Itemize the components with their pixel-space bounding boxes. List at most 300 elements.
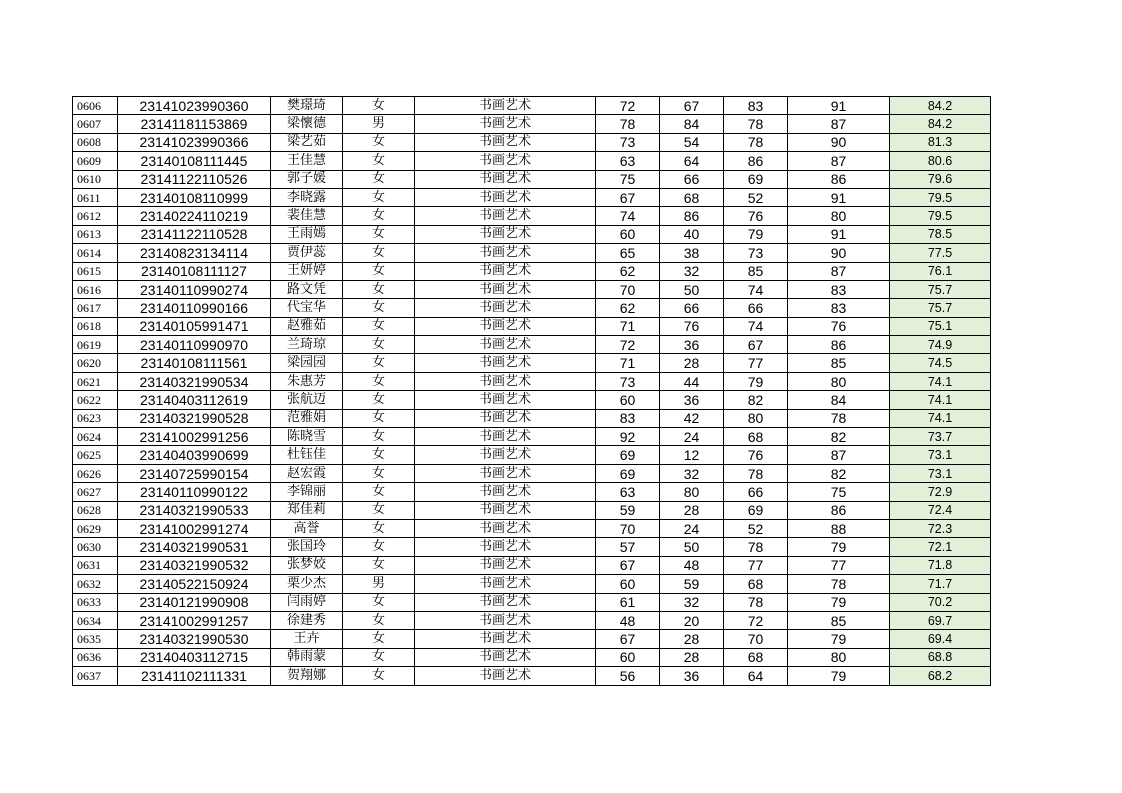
cell-exam-id: 23140321990533 [118, 501, 271, 519]
cell-name: 范雅娟 [271, 409, 343, 427]
cell-score-3: 64 [724, 667, 788, 685]
cell-major: 书画艺术 [415, 152, 596, 170]
cell-score-1: 75 [596, 170, 660, 188]
cell-name: 贾伊蕊 [271, 244, 343, 262]
cell-score-3: 83 [724, 97, 788, 115]
cell-score-1: 71 [596, 354, 660, 372]
cell-exam-id: 23140321990532 [118, 556, 271, 574]
cell-score-1: 57 [596, 538, 660, 556]
cell-total: 81.3 [890, 133, 991, 151]
cell-score-2: 54 [660, 133, 724, 151]
cell-exam-id: 23140108110999 [118, 188, 271, 206]
table-row [73, 225, 991, 243]
cell-score-2: 36 [660, 391, 724, 409]
cell-total: 79.5 [890, 207, 991, 225]
cell-gender: 女 [343, 501, 415, 519]
cell-major: 书画艺术 [415, 483, 596, 501]
cell-major: 书画艺术 [415, 409, 596, 427]
cell-gender: 女 [343, 464, 415, 482]
table-row [73, 170, 991, 188]
cell-exam-id: 23141102111331 [118, 667, 271, 685]
cell-name: 陈晓雪 [271, 428, 343, 446]
cell-score-3: 68 [724, 428, 788, 446]
cell-exam-id: 23140110990122 [118, 483, 271, 501]
cell-score-2: 48 [660, 556, 724, 574]
cell-gender: 女 [343, 262, 415, 280]
cell-score-2: 80 [660, 483, 724, 501]
cell-total: 74.1 [890, 409, 991, 427]
cell-score-3: 74 [724, 317, 788, 335]
cell-score-4: 87 [788, 446, 890, 464]
cell-name: 徐建秀 [271, 611, 343, 629]
cell-seq: 0636 [73, 648, 118, 666]
cell-score-3: 70 [724, 630, 788, 648]
cell-seq: 0613 [73, 225, 118, 243]
cell-score-3: 80 [724, 409, 788, 427]
cell-score-2: 50 [660, 538, 724, 556]
table-row [73, 648, 991, 666]
cell-major: 书画艺术 [415, 372, 596, 390]
cell-score-2: 84 [660, 115, 724, 133]
cell-score-3: 78 [724, 593, 788, 611]
cell-score-3: 86 [724, 152, 788, 170]
cell-major: 书画艺术 [415, 428, 596, 446]
cell-score-2: 28 [660, 630, 724, 648]
cell-score-2: 28 [660, 354, 724, 372]
cell-gender: 女 [343, 354, 415, 372]
cell-score-4: 80 [788, 372, 890, 390]
cell-total: 77.5 [890, 244, 991, 262]
cell-exam-id: 23140403112619 [118, 391, 271, 409]
cell-exam-id: 23140823134114 [118, 244, 271, 262]
cell-score-1: 67 [596, 188, 660, 206]
cell-gender: 女 [343, 280, 415, 298]
cell-major: 书画艺术 [415, 575, 596, 593]
cell-gender: 女 [343, 299, 415, 317]
cell-score-4: 91 [788, 225, 890, 243]
cell-name: 梁园园 [271, 354, 343, 372]
cell-seq: 0620 [73, 354, 118, 372]
cell-score-3: 74 [724, 280, 788, 298]
cell-score-2: 28 [660, 648, 724, 666]
table-row [73, 667, 991, 685]
table-row [73, 262, 991, 280]
cell-gender: 男 [343, 575, 415, 593]
cell-seq: 0625 [73, 446, 118, 464]
cell-score-4: 79 [788, 667, 890, 685]
cell-name: 兰琦琼 [271, 336, 343, 354]
cell-total: 84.2 [890, 97, 991, 115]
cell-score-4: 79 [788, 593, 890, 611]
cell-seq: 0623 [73, 409, 118, 427]
cell-score-3: 69 [724, 170, 788, 188]
cell-total: 72.1 [890, 538, 991, 556]
cell-score-4: 76 [788, 317, 890, 335]
cell-gender: 女 [343, 409, 415, 427]
cell-seq: 0617 [73, 299, 118, 317]
cell-gender: 女 [343, 170, 415, 188]
cell-exam-id: 23141122110528 [118, 225, 271, 243]
cell-exam-id: 23140110990970 [118, 336, 271, 354]
cell-gender: 女 [343, 244, 415, 262]
cell-score-3: 68 [724, 648, 788, 666]
cell-major: 书画艺术 [415, 556, 596, 574]
cell-major: 书画艺术 [415, 611, 596, 629]
cell-seq: 0626 [73, 464, 118, 482]
cell-name: 代宝华 [271, 299, 343, 317]
cell-score-3: 82 [724, 391, 788, 409]
cell-name: 路文凭 [271, 280, 343, 298]
cell-major: 书画艺术 [415, 207, 596, 225]
table-row [73, 611, 991, 629]
cell-major: 书画艺术 [415, 667, 596, 685]
cell-seq: 0619 [73, 336, 118, 354]
cell-score-2: 66 [660, 299, 724, 317]
cell-seq: 0632 [73, 575, 118, 593]
cell-name: 裴佳慧 [271, 207, 343, 225]
cell-score-3: 77 [724, 556, 788, 574]
cell-score-1: 62 [596, 299, 660, 317]
cell-score-2: 36 [660, 667, 724, 685]
table-row [73, 280, 991, 298]
cell-name: 张国玲 [271, 538, 343, 556]
cell-score-3: 67 [724, 336, 788, 354]
cell-seq: 0610 [73, 170, 118, 188]
cell-major: 书画艺术 [415, 262, 596, 280]
cell-score-3: 79 [724, 372, 788, 390]
table-row [73, 593, 991, 611]
cell-score-2: 32 [660, 262, 724, 280]
cell-score-2: 76 [660, 317, 724, 335]
cell-seq: 0637 [73, 667, 118, 685]
cell-score-2: 36 [660, 336, 724, 354]
table-row [73, 464, 991, 482]
cell-name: 朱惠芳 [271, 372, 343, 390]
table-row [73, 244, 991, 262]
cell-exam-id: 23140403990699 [118, 446, 271, 464]
cell-seq: 0612 [73, 207, 118, 225]
cell-major: 书画艺术 [415, 133, 596, 151]
cell-total: 79.5 [890, 188, 991, 206]
cell-name: 赵宏霞 [271, 464, 343, 482]
cell-score-4: 85 [788, 354, 890, 372]
cell-total: 73.1 [890, 446, 991, 464]
cell-score-4: 85 [788, 611, 890, 629]
cell-score-4: 82 [788, 464, 890, 482]
cell-score-4: 75 [788, 483, 890, 501]
cell-score-1: 92 [596, 428, 660, 446]
cell-score-1: 67 [596, 630, 660, 648]
cell-exam-id: 23141181153869 [118, 115, 271, 133]
cell-score-4: 91 [788, 97, 890, 115]
cell-exam-id: 23141002991257 [118, 611, 271, 629]
cell-name: 韩雨蒙 [271, 648, 343, 666]
cell-gender: 女 [343, 648, 415, 666]
cell-score-2: 67 [660, 97, 724, 115]
cell-total: 76.1 [890, 262, 991, 280]
table-row [73, 575, 991, 593]
cell-major: 书画艺术 [415, 446, 596, 464]
cell-name: 李锦丽 [271, 483, 343, 501]
cell-score-3: 68 [724, 575, 788, 593]
table-row [73, 152, 991, 170]
table-row [73, 133, 991, 151]
cell-total: 72.3 [890, 519, 991, 537]
cell-seq: 0635 [73, 630, 118, 648]
cell-score-2: 44 [660, 372, 724, 390]
cell-exam-id: 23140108111127 [118, 262, 271, 280]
table-row [73, 446, 991, 464]
cell-score-1: 71 [596, 317, 660, 335]
cell-score-4: 86 [788, 501, 890, 519]
cell-major: 书画艺术 [415, 354, 596, 372]
cell-major: 书画艺术 [415, 336, 596, 354]
cell-total: 74.5 [890, 354, 991, 372]
cell-score-4: 77 [788, 556, 890, 574]
cell-seq: 0618 [73, 317, 118, 335]
cell-name: 王卉 [271, 630, 343, 648]
table-row [73, 483, 991, 501]
table-row [73, 519, 991, 537]
cell-score-4: 88 [788, 519, 890, 537]
cell-major: 书画艺术 [415, 391, 596, 409]
cell-major: 书画艺术 [415, 188, 596, 206]
cell-score-2: 42 [660, 409, 724, 427]
cell-total: 68.2 [890, 667, 991, 685]
cell-score-1: 78 [596, 115, 660, 133]
cell-gender: 女 [343, 667, 415, 685]
cell-total: 80.6 [890, 152, 991, 170]
cell-major: 书画艺术 [415, 170, 596, 188]
cell-score-1: 60 [596, 575, 660, 593]
cell-seq: 0627 [73, 483, 118, 501]
table-row [73, 501, 991, 519]
cell-score-1: 73 [596, 133, 660, 151]
cell-seq: 0622 [73, 391, 118, 409]
cell-total: 70.2 [890, 593, 991, 611]
table-row [73, 409, 991, 427]
cell-major: 书画艺术 [415, 299, 596, 317]
cell-major: 书画艺术 [415, 519, 596, 537]
table-row [73, 188, 991, 206]
cell-name: 贺翔娜 [271, 667, 343, 685]
cell-score-1: 72 [596, 336, 660, 354]
cell-gender: 女 [343, 207, 415, 225]
cell-score-3: 66 [724, 299, 788, 317]
cell-name: 张航迈 [271, 391, 343, 409]
cell-score-1: 65 [596, 244, 660, 262]
cell-exam-id: 23141002991274 [118, 519, 271, 537]
cell-exam-id: 23140224110219 [118, 207, 271, 225]
cell-score-2: 66 [660, 170, 724, 188]
cell-score-4: 80 [788, 207, 890, 225]
table-row [73, 299, 991, 317]
cell-score-4: 79 [788, 630, 890, 648]
cell-major: 书画艺术 [415, 97, 596, 115]
cell-score-1: 69 [596, 446, 660, 464]
cell-score-1: 56 [596, 667, 660, 685]
cell-score-1: 70 [596, 519, 660, 537]
cell-name: 王佳慧 [271, 152, 343, 170]
cell-score-1: 60 [596, 225, 660, 243]
cell-major: 书画艺术 [415, 593, 596, 611]
cell-gender: 男 [343, 115, 415, 133]
cell-seq: 0629 [73, 519, 118, 537]
cell-exam-id: 23140121990908 [118, 593, 271, 611]
cell-gender: 女 [343, 317, 415, 335]
cell-score-2: 40 [660, 225, 724, 243]
cell-gender: 女 [343, 372, 415, 390]
cell-total: 71.7 [890, 575, 991, 593]
cell-score-1: 72 [596, 97, 660, 115]
cell-score-2: 59 [660, 575, 724, 593]
cell-major: 书画艺术 [415, 244, 596, 262]
cell-score-2: 12 [660, 446, 724, 464]
cell-exam-id: 23140321990531 [118, 538, 271, 556]
cell-major: 书画艺术 [415, 648, 596, 666]
table-row [73, 391, 991, 409]
cell-score-1: 60 [596, 391, 660, 409]
cell-gender: 女 [343, 446, 415, 464]
cell-major: 书画艺术 [415, 464, 596, 482]
cell-score-3: 52 [724, 188, 788, 206]
cell-score-4: 87 [788, 152, 890, 170]
cell-gender: 女 [343, 133, 415, 151]
cell-name: 樊璟琦 [271, 97, 343, 115]
cell-score-4: 87 [788, 115, 890, 133]
cell-total: 72.4 [890, 501, 991, 519]
cell-total: 79.6 [890, 170, 991, 188]
cell-score-3: 78 [724, 464, 788, 482]
table-row [73, 630, 991, 648]
cell-score-2: 32 [660, 593, 724, 611]
cell-total: 74.9 [890, 336, 991, 354]
cell-total: 69.4 [890, 630, 991, 648]
cell-score-3: 76 [724, 207, 788, 225]
cell-total: 75.7 [890, 299, 991, 317]
cell-gender: 女 [343, 538, 415, 556]
cell-seq: 0607 [73, 115, 118, 133]
cell-seq: 0609 [73, 152, 118, 170]
cell-score-4: 90 [788, 244, 890, 262]
cell-exam-id: 23141023990360 [118, 97, 271, 115]
table-row [73, 354, 991, 372]
cell-score-2: 64 [660, 152, 724, 170]
cell-exam-id: 23140321990528 [118, 409, 271, 427]
cell-score-1: 70 [596, 280, 660, 298]
cell-total: 78.5 [890, 225, 991, 243]
cell-seq: 0615 [73, 262, 118, 280]
cell-gender: 女 [343, 483, 415, 501]
cell-name: 郑佳莉 [271, 501, 343, 519]
cell-score-3: 69 [724, 501, 788, 519]
cell-score-4: 86 [788, 170, 890, 188]
cell-gender: 女 [343, 97, 415, 115]
table-row [73, 207, 991, 225]
cell-seq: 0624 [73, 428, 118, 446]
table-row [73, 372, 991, 390]
cell-seq: 0628 [73, 501, 118, 519]
cell-score-2: 86 [660, 207, 724, 225]
cell-gender: 女 [343, 519, 415, 537]
cell-score-2: 28 [660, 501, 724, 519]
cell-score-1: 59 [596, 501, 660, 519]
cell-gender: 女 [343, 611, 415, 629]
table-row [73, 538, 991, 556]
cell-name: 赵雅茹 [271, 317, 343, 335]
table-row [73, 336, 991, 354]
cell-seq: 0616 [73, 280, 118, 298]
cell-score-2: 24 [660, 428, 724, 446]
cell-gender: 女 [343, 630, 415, 648]
cell-exam-id: 23140725990154 [118, 464, 271, 482]
cell-score-1: 63 [596, 152, 660, 170]
cell-score-1: 69 [596, 464, 660, 482]
cell-exam-id: 23140321990534 [118, 372, 271, 390]
cell-name: 王妍婷 [271, 262, 343, 280]
cell-score-4: 78 [788, 575, 890, 593]
cell-score-3: 78 [724, 538, 788, 556]
cell-major: 书画艺术 [415, 280, 596, 298]
cell-score-4: 87 [788, 262, 890, 280]
cell-score-2: 24 [660, 519, 724, 537]
cell-total: 75.1 [890, 317, 991, 335]
cell-score-2: 38 [660, 244, 724, 262]
cell-score-4: 83 [788, 280, 890, 298]
cell-score-3: 76 [724, 446, 788, 464]
cell-exam-id: 23141002991256 [118, 428, 271, 446]
cell-score-3: 72 [724, 611, 788, 629]
table-row [73, 428, 991, 446]
cell-exam-id: 23140108111561 [118, 354, 271, 372]
cell-score-1: 73 [596, 372, 660, 390]
cell-seq: 0630 [73, 538, 118, 556]
cell-total: 74.1 [890, 391, 991, 409]
cell-score-4: 86 [788, 336, 890, 354]
cell-name: 高誉 [271, 519, 343, 537]
cell-major: 书画艺术 [415, 225, 596, 243]
cell-name: 王雨嫣 [271, 225, 343, 243]
cell-gender: 女 [343, 428, 415, 446]
cell-exam-id: 23140105991471 [118, 317, 271, 335]
cell-score-1: 61 [596, 593, 660, 611]
cell-score-1: 60 [596, 648, 660, 666]
cell-score-2: 20 [660, 611, 724, 629]
table-row [73, 97, 991, 115]
cell-score-3: 73 [724, 244, 788, 262]
cell-score-3: 85 [724, 262, 788, 280]
cell-score-4: 84 [788, 391, 890, 409]
cell-exam-id: 23140403112715 [118, 648, 271, 666]
table-row [73, 556, 991, 574]
cell-seq: 0631 [73, 556, 118, 574]
cell-score-4: 91 [788, 188, 890, 206]
cell-score-1: 48 [596, 611, 660, 629]
cell-name: 梁艺茹 [271, 133, 343, 151]
cell-score-4: 82 [788, 428, 890, 446]
cell-total: 68.8 [890, 648, 991, 666]
cell-score-3: 78 [724, 133, 788, 151]
cell-gender: 女 [343, 593, 415, 611]
cell-gender: 女 [343, 556, 415, 574]
cell-exam-id: 23140321990530 [118, 630, 271, 648]
cell-total: 73.1 [890, 464, 991, 482]
cell-score-3: 52 [724, 519, 788, 537]
cell-score-4: 79 [788, 538, 890, 556]
cell-major: 书画艺术 [415, 115, 596, 133]
cell-score-1: 63 [596, 483, 660, 501]
cell-name: 李晓露 [271, 188, 343, 206]
